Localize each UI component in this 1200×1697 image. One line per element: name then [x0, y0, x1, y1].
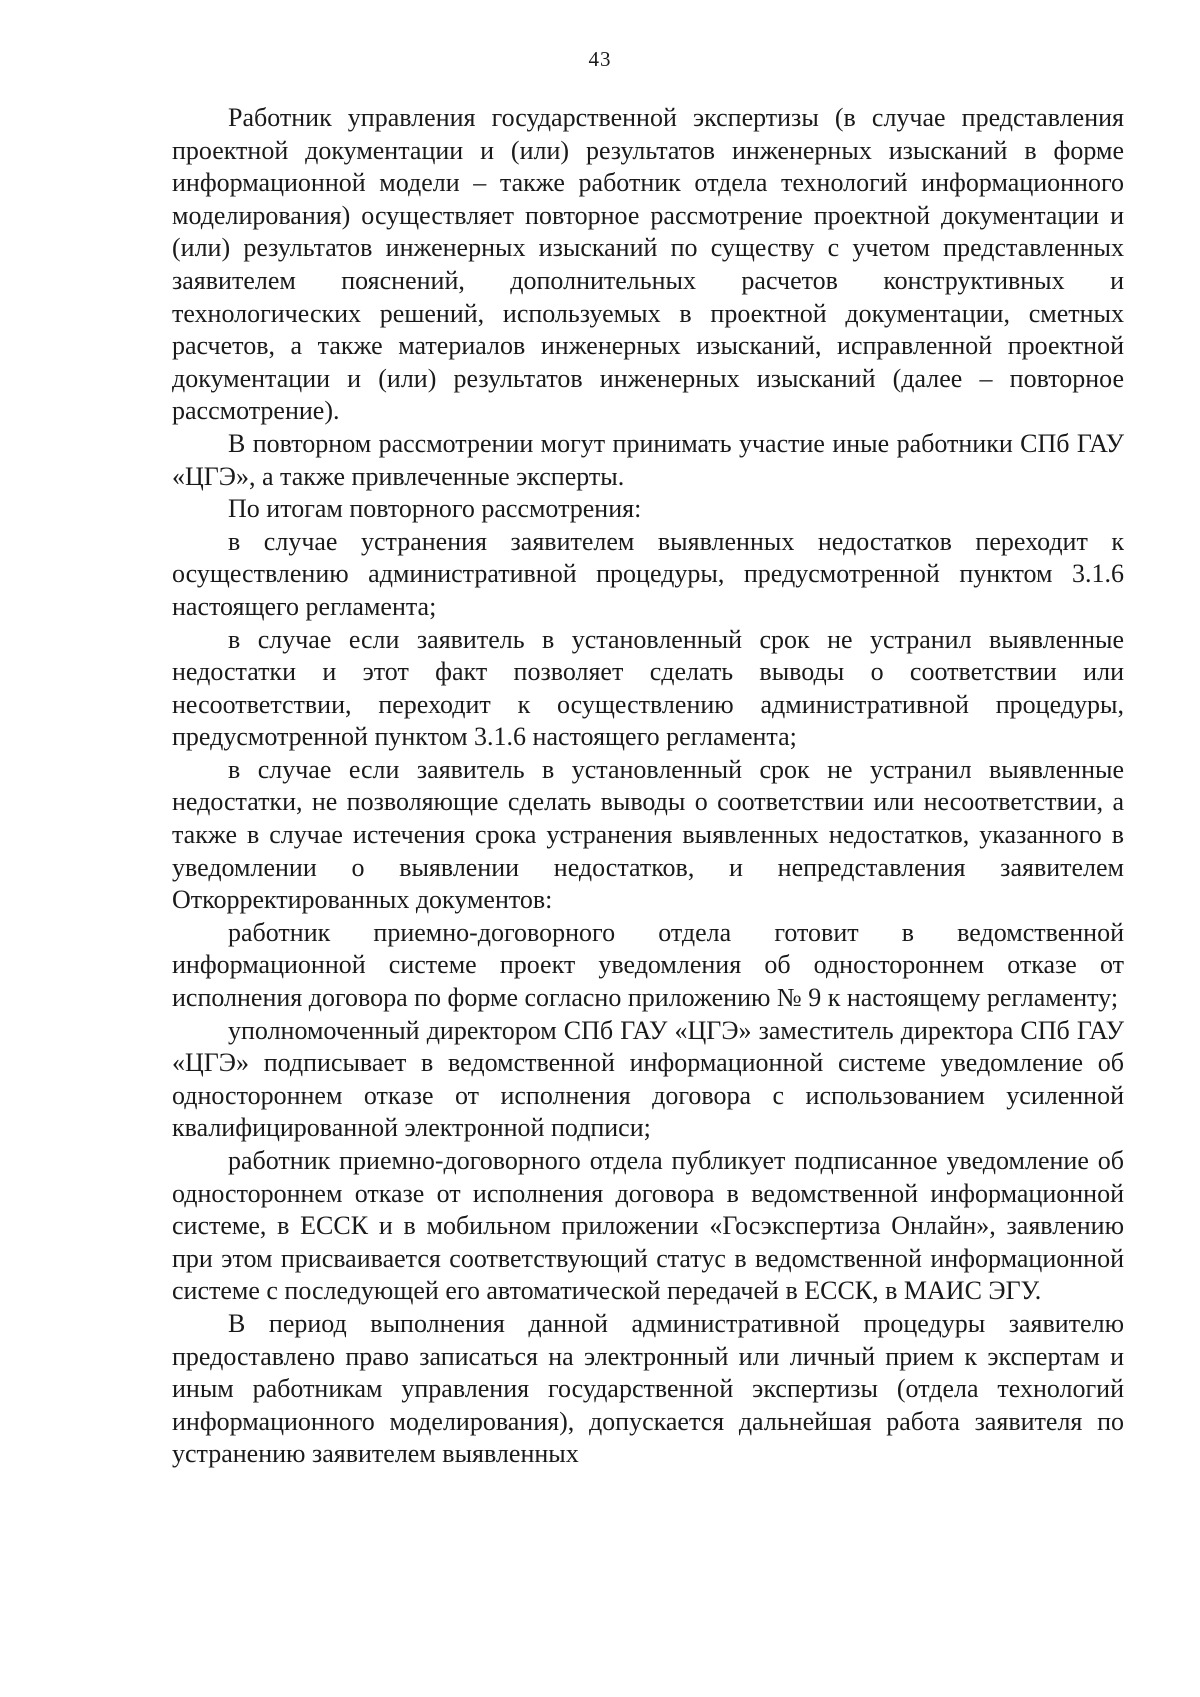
paragraph-defects-not-fixed-conclusion-impossible: в случае если заявитель в установленный срок не устранил выявленные недостатки, не позволяющие сделать выводы о соответствии или несоответствии, а также в случае истечения срока устранения выявленных недостатков, указанного в уведомлении о выявлении недостатков, и непредставления заявителем Откорректированных документов: — [172, 754, 1124, 915]
document-body — [172, 102, 1124, 1471]
paragraph-participants: В повторном рассмотрении могут принимать участие иные работники СПб ГАУ «ЦГЭ», а также привлеченные эксперты. — [172, 428, 1124, 491]
paragraph-appointment-right: В период выполнения данной административной процедуры заявителю предоставлено право записаться на электронный или личный прием к экспертам и иным работникам управления государственной экспертизы (отдела технологий информационного моделирования), допускается дальнейшая работа заявителя по устранению заявителем выявленных — [172, 1308, 1124, 1469]
paragraph-refusal-notice-publishing: работник приемно-договорного отдела публикует подписанное уведомление об одностороннем отказе от исполнения договора в ведомственной информационной системе, в ЕССК и в мобильном приложении «Госэкспертиза Онлайн», заявлению при этом присваивается соответствующий статус в ведомственной информационной системе с последующей его автоматической передачей в ЕССК, в МАИС ЭГУ. — [172, 1146, 1124, 1306]
paragraph-defects-not-fixed-conclusion-possible: в случае если заявитель в установленный срок не устранил выявленные недостатки и этот факт позволяет сделать выводы о соответствии или несоответствии, переходит к осуществлению административной процедуры, предусмотренной пунктом 3.1.6 настоящего регламента; — [172, 624, 1124, 752]
paragraph-defects-fixed: в случае устранения заявителем выявленных недостатков переходит к осуществлению административной процедуры, предусмотренной пунктом 3.1.6 настоящего регламента; — [172, 526, 1124, 621]
paragraph-refusal-notice-signing: уполномоченный директором СПб ГАУ «ЦГЭ» заместитель директора СПб ГАУ «ЦГЭ» подписывает в ведомственной информационной системе уведомление об одностороннем отказе от исполнения договора с использованием усиленной квалифицированной электронной подписи; — [172, 1015, 1124, 1143]
paragraph-review-results: По итогам повторного рассмотрения: — [228, 494, 642, 524]
paragraph-repeat-review: Работник управления государственной экспертизы (в случае представления проектной документации и (или) результатов инженерных изысканий в форме информационной модели – также работник отдела технологий информационного моделирования) осуществляет повторное рассмотрение проектной документации и (или) результатов инженерных изысканий по существу с учетом представленных заявителем пояснений, дополнительных расчетов конструктивных и технологических решений, используемых в проектной документации, сметных расчетов, а также материалов инженерных изысканий, исправленной проектной документации и (или) результатов инженерных изысканий (далее – повторное рассмотрение). — [172, 103, 1124, 426]
paragraph-refusal-notice-draft: работник приемно-договорного отдела готовит в ведомственной информационной системе проект уведомления об одностороннем отказе от исполнения договора по форме согласно приложению № 9 к настоящему регламенту; — [172, 917, 1124, 1013]
page-number: 43 — [588, 47, 612, 71]
